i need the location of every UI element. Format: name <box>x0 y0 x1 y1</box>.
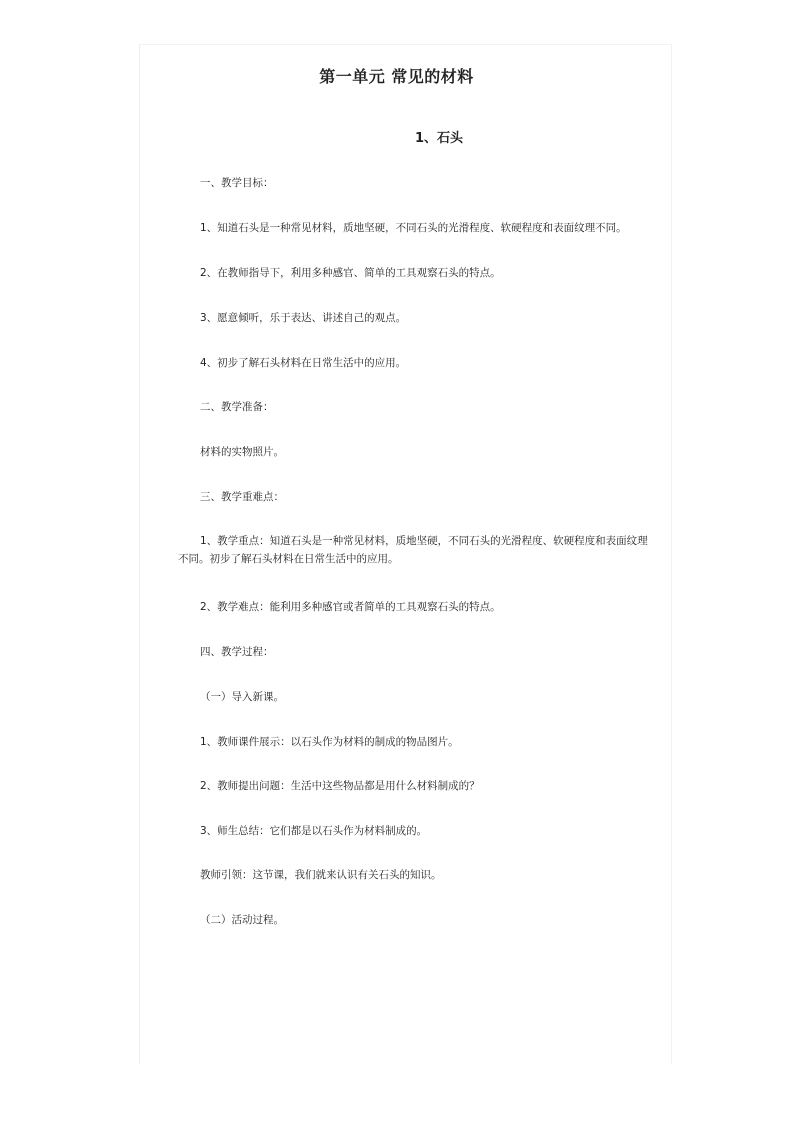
paragraph-intro-3: 3、师生总结：它们都是以石头作为材料制成的。 <box>200 825 428 837</box>
paragraph-intro-heading: （一）导入新课。 <box>200 691 284 703</box>
paragraph-teacher-lead: 教师引领：这节课，我们就来认识有关石头的知识。 <box>200 869 442 881</box>
document-title: 第一单元 常见的材料 <box>319 67 474 86</box>
paragraph-objectives-heading: 一、教学目标： <box>200 177 274 189</box>
paragraph-objective-4: 4、初步了解石头材料在日常生活中的应用。 <box>200 357 407 369</box>
paragraph-process-heading: 四、教学过程： <box>200 646 274 658</box>
paragraph-preparation: 材料的实物照片。 <box>200 446 284 458</box>
paragraph-preparation-heading: 二、教学准备： <box>200 401 274 413</box>
paragraph-activity-heading: （二）活动过程。 <box>200 914 284 926</box>
paragraph-objective-2: 2、在教师指导下，利用多种感官、简单的工具观察石头的特点。 <box>200 267 501 279</box>
paragraph-objective-1: 1、知道石头是一种常见材料，质地坚硬，不同石头的光滑程度、软硬程度和表面纹理不同。 <box>200 222 627 234</box>
paragraph-keypoint: 1、教学重点：知道石头是一种常见材料，质地坚硬，不同石头的光滑程度、软硬程度和表面纹理不同。初步了解石头材料在日常生活中的应用。 <box>178 535 648 565</box>
paragraph-intro-2: 2、教师提出问题：生活中这些物品都是用什么材料制成的？ <box>200 780 480 792</box>
paragraph-objective-3: 3、愿意倾听，乐于表达、讲述自己的观点。 <box>200 312 407 324</box>
paragraph-intro-1: 1、教师课件展示：以石头作为材料的制成的物品图片。 <box>200 736 459 748</box>
document-subtitle: 1、石头 <box>415 131 464 146</box>
paragraph-keypoints-heading: 三、教学重难点： <box>200 491 284 503</box>
paragraph-difficulty: 2、教学难点：能利用多种感官或者简单的工具观察石头的特点。 <box>200 601 501 613</box>
